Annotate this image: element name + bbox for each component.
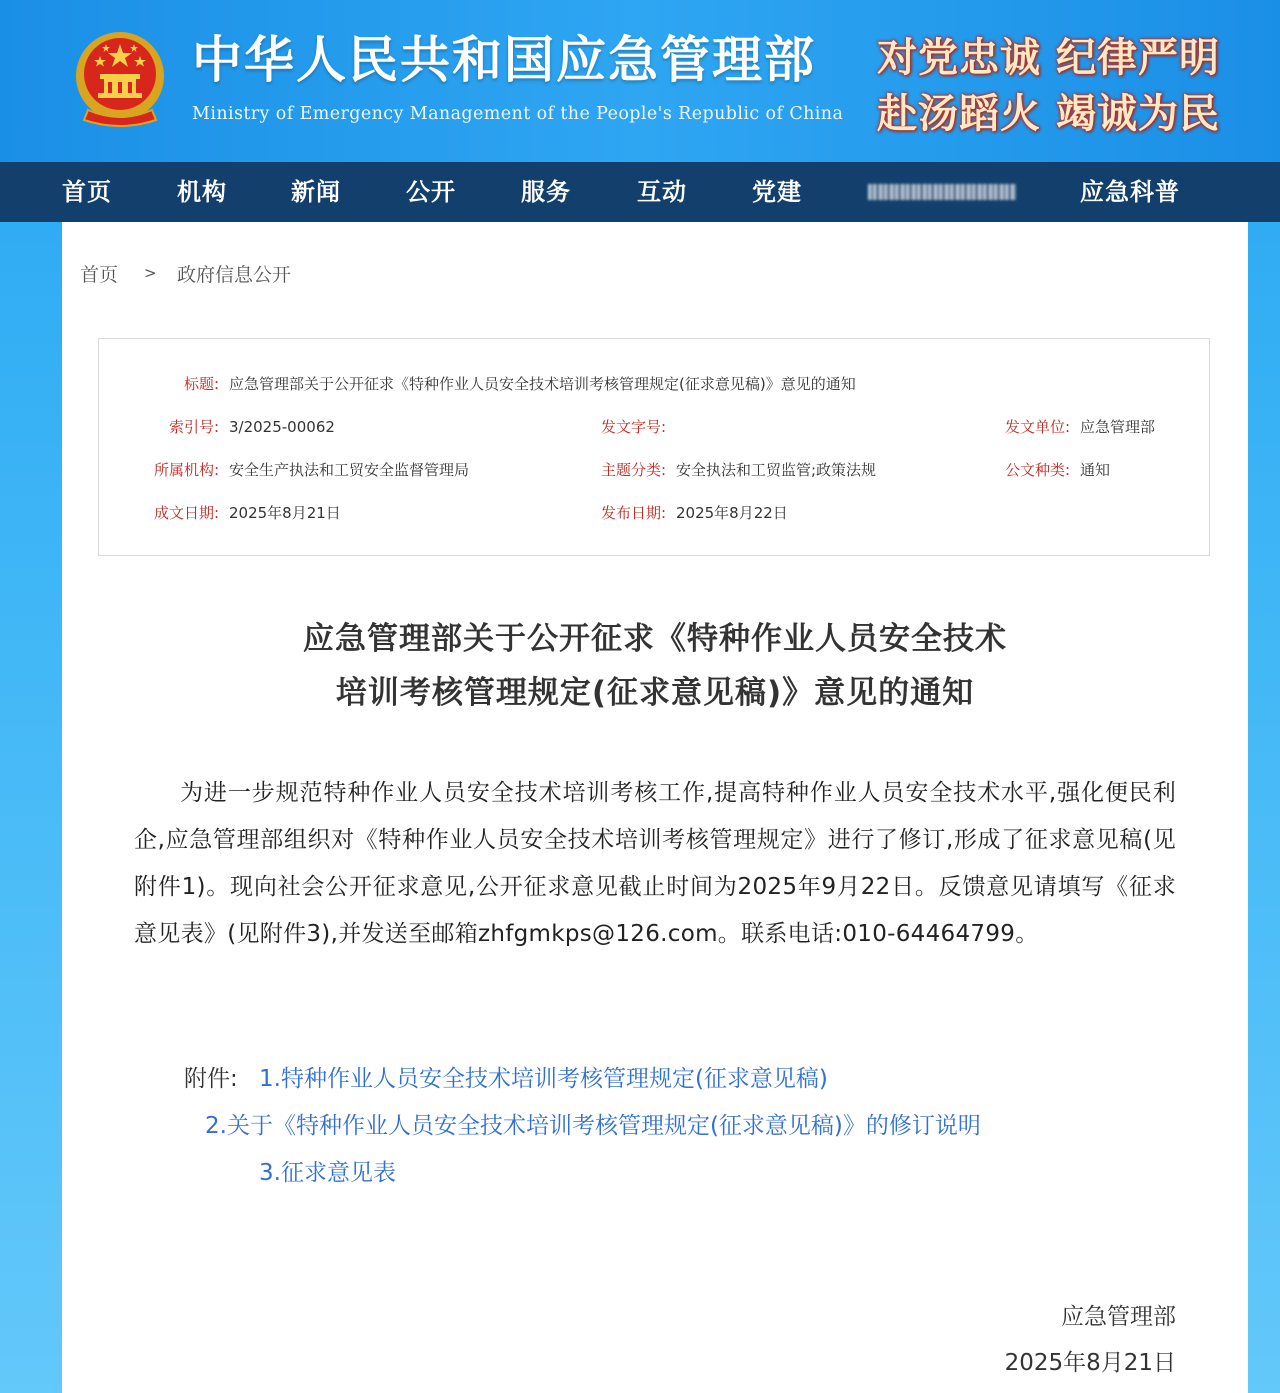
- attachment-link-2[interactable]: 2.关于《特种作业人员安全技术培训考核管理规定(征求意见稿)》的修订说明: [205, 1113, 981, 1139]
- document-metadata-box: [98, 338, 1210, 556]
- breadcrumb-home-link[interactable]: 首页: [80, 264, 119, 286]
- meta-issuer-value: 应急管理部: [1080, 418, 1156, 436]
- meta-index-value: 3/2025-00062: [229, 418, 335, 436]
- meta-written-date-value: 2025年8月21日: [229, 504, 341, 522]
- site-header: [0, 0, 1280, 162]
- slogan-line-1: 对党忠诚 纪律严明: [877, 34, 1220, 81]
- site-title: 中华人民共和国应急管理部: [192, 31, 816, 89]
- meta-index-label: 索引号:: [168, 418, 219, 436]
- nav-item-interaction[interactable]: 互动: [637, 178, 687, 206]
- meta-published-date-label: 发布日期:: [600, 504, 666, 522]
- meta-row-3: [99, 502, 1209, 524]
- nav-item-public[interactable]: 公开: [406, 178, 456, 206]
- content-panel: [62, 222, 1248, 1393]
- nav-item-services[interactable]: 服务: [521, 178, 571, 206]
- site-subtitle: Ministry of Emergency Management of the People's Republic of China: [192, 104, 844, 124]
- signature-date: 2025年8月21日: [1004, 1350, 1176, 1376]
- meta-row-2: [99, 459, 1209, 481]
- meta-type-label: 公文种类:: [1004, 461, 1070, 479]
- meta-issuer-label: 发文单位:: [1004, 418, 1070, 436]
- signature-organization: 应急管理部: [1061, 1304, 1176, 1330]
- attachment-link-1[interactable]: 1.特种作业人员安全技术培训考核管理规定(征求意见稿): [259, 1066, 828, 1092]
- meta-written-date-label: 成文日期:: [153, 504, 219, 522]
- nav-item-organization[interactable]: 机构: [177, 178, 227, 206]
- meta-agency-value: 安全生产执法和工贸安全监督管理局: [229, 461, 470, 479]
- meta-published-date-value: 2025年8月22日: [676, 504, 788, 522]
- breadcrumb-current-link[interactable]: 政府信息公开: [177, 264, 292, 286]
- meta-topic-label: 主题分类:: [600, 461, 666, 479]
- meta-row-1: [99, 416, 1209, 438]
- nav-item-party[interactable]: 党建: [752, 178, 802, 206]
- document-title-line-2: 培训考核管理规定(征求意见稿)》意见的通知: [335, 675, 975, 711]
- document-title: [62, 612, 1248, 720]
- document-body: 为进一步规范特种作业人员安全技术培训考核工作,提高特种作业人员安全技术水平,强化便民利企,应急管理部组织对《特种作业人员安全技术培训考核管理规定》进行了修订,形成了征求意见稿(见附件1)。现向社会公开征求意见,公开征求意见截止时间为2025年9月22日。反馈意见请填写《征求意见表》(见附件3),并发送至邮箱zhfgmkps@126.com。联系电话:010-64464799。: [134, 780, 1176, 947]
- document-title-line-1: 应急管理部关于公开征求《特种作业人员安全技术: [303, 621, 1007, 657]
- breadcrumb-separator: >: [144, 264, 157, 282]
- main-nav: [0, 162, 1280, 222]
- nav-item-blurred[interactable]: [868, 184, 1016, 200]
- nav-item-news[interactable]: 新闻: [291, 178, 341, 206]
- national-emblem-icon[interactable]: [74, 30, 166, 128]
- nav-item-emergency-science[interactable]: 应急科普: [1080, 178, 1180, 206]
- meta-agency-label: 所属机构:: [153, 461, 219, 479]
- meta-docno-label: 发文字号:: [600, 418, 666, 436]
- meta-topic-value: 安全执法和工贸监管;政策法规: [676, 461, 877, 479]
- meta-type-value: 通知: [1080, 461, 1111, 479]
- slogan-line-2: 赴汤蹈火 竭诚为民: [877, 90, 1220, 137]
- attachment-link-3[interactable]: 3.征求意见表: [259, 1160, 396, 1186]
- meta-title-value: 应急管理部关于公开征求《特种作业人员安全技术培训考核管理规定(征求意见稿)》意见的通知: [229, 375, 856, 393]
- attachments-label: 附件:: [184, 1066, 238, 1092]
- nav-item-home[interactable]: 首页: [62, 178, 112, 206]
- meta-row-title: [99, 373, 1209, 395]
- meta-title-label: 标题:: [183, 375, 219, 393]
